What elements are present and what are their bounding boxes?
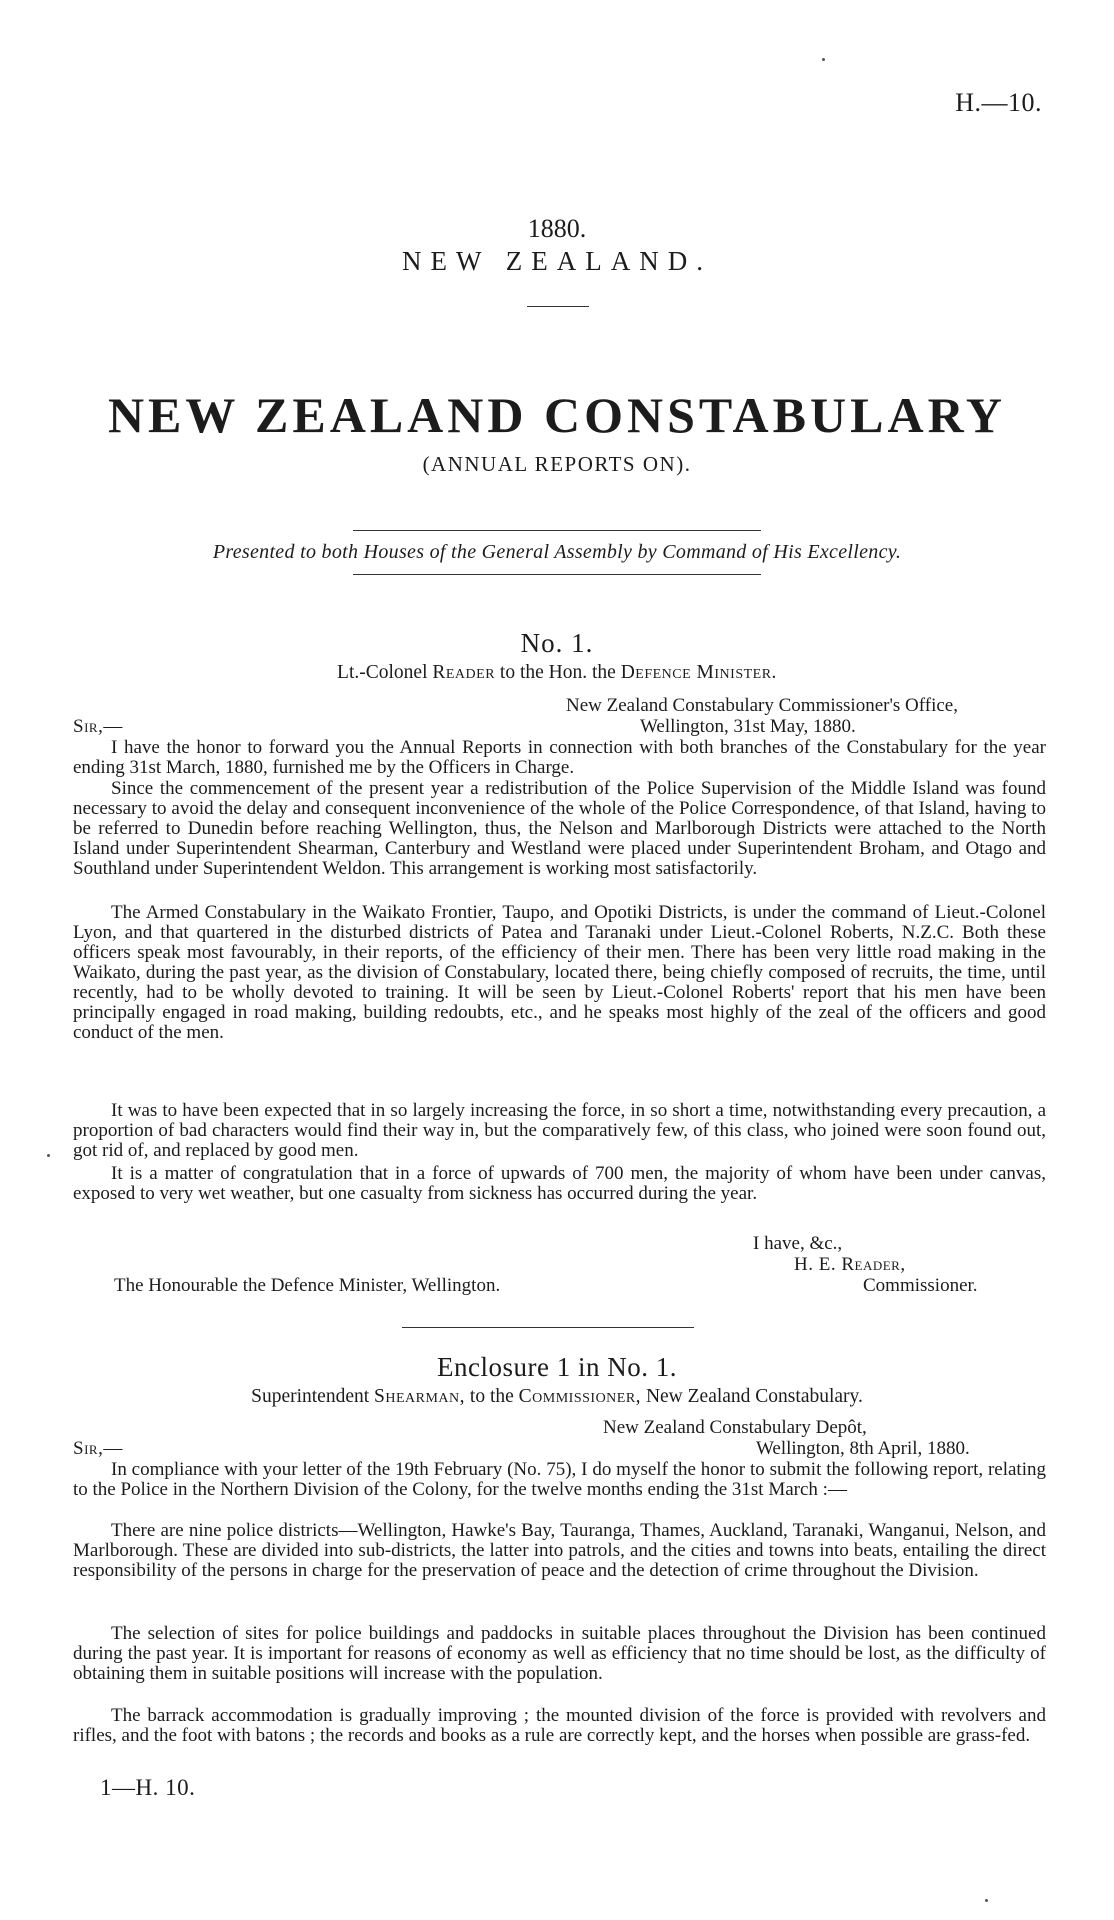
paragraph: There are nine police districts—Wellington, Hawke's Bay, Tauranga, Thames, Auckland, Taranaki, Wanganui, Nelson, and Marlborough. These are divided into sub-districts, the latter into patrols, and the cities and towns into beats, entailing the direct responsibility of the persons in charge for the preservation of peace and the detection of crime throughout the Division. xyxy=(73,1520,1046,1581)
address-line-1: New Zealand Constabulary Commissioner's Office, xyxy=(566,695,958,716)
document-number: No. 1. xyxy=(520,628,594,658)
divider-bottom-presented xyxy=(353,574,761,575)
paragraph: The Armed Constabulary in the Waikato Frontier, Taupo, and Opotiki Districts, is under the command of Lieut.-Colonel Lyon, and that quartered in the disturbed districts of Patea and Taranaki under Lieut.-Colonel Roberts, N.Z.C. Both these officers speak most favourably, in their reports, of the efficiency of their men. There has been very little road making in the Waikato, during the past year, as the division of Constabulary, located there, being chiefly composed of recruits, the time, until recently, had to be wholly devoted to training. It will be seen by Lieut.-Colonel Roberts' report that his men have been principally engaged in road making, building redoubts, etc., and he speaks most highly of the zeal of the officers and good conduct of the men. xyxy=(73,902,1046,1043)
enclosure-salutation: Sir,— xyxy=(73,1438,123,1459)
divider-section xyxy=(402,1327,694,1328)
signature-name: H. E. Reader, xyxy=(794,1254,906,1275)
address-line-2: Wellington, 31st May, 1880. xyxy=(640,716,856,737)
heading-middle: to the Hon. the xyxy=(499,662,616,683)
enclosure-heading-middle: to the xyxy=(469,1386,514,1407)
enclosure-recipient: Commissioner, xyxy=(518,1386,642,1407)
main-title: NEW ZEALAND CONSTABULARY xyxy=(107,387,1007,443)
report-year: 1880. xyxy=(527,214,587,243)
enclosure-sender: Shearman, xyxy=(374,1386,466,1407)
addressee-line: The Honourable the Defence Minister, Wellington. xyxy=(114,1275,501,1296)
speck-mark xyxy=(47,1154,50,1157)
paragraph: Since the commencement of the present year a redistribution of the Police Supervision of the Middle Island was found necessary to avoid the delay and consequent inconvenience of the whole of the Police Correspondence, of that Island, having to be referred to Dunedin before reaching Wellington, thus, the Nelson and Marlborough Districts were attached to the North Island under Superintendent Shearman, Canterbury and Westland were placed under Superintendent Broham, and Otago and Southland under Superintendent Weldon. This arrangement is working most satisfactorily. xyxy=(73,778,1046,879)
enclosure-heading-suffix: New Zealand Constabulary. xyxy=(645,1386,863,1407)
paragraph: The barrack accommodation is gradually improving ; the mounted division of the force is provided with revolvers and rifles, and the foot with batons ; the records and books as a rule are correctly kept, and the horses when possible are grass-fed. xyxy=(73,1705,1046,1746)
heading-prefix: Lt.-Colonel xyxy=(337,662,428,683)
subtitle: (ANNUAL REPORTS ON). xyxy=(422,452,692,476)
divider-top-presented xyxy=(353,530,761,531)
enclosure-heading xyxy=(0,1386,1114,1408)
paragraph: In compliance with your letter of the 19th February (No. 75), I do myself the honor to submit the following report, relating to the Police in the Northern Division of the Colony, for the twelve months ending the 31st March :— xyxy=(73,1459,1046,1500)
enclosure-heading-prefix: Superintendent xyxy=(251,1386,370,1407)
paragraph: It was to have been expected that in so largely increasing the force, in so short a time, notwithstanding every precaution, a proportion of bad characters would find their way in, but the comparatively few, of this class, who joined were soon found out, got rid of, and replaced by good men. xyxy=(73,1100,1046,1161)
divider-short xyxy=(527,306,589,307)
speck-mark xyxy=(822,58,825,61)
signature-title: Commissioner. xyxy=(863,1275,978,1296)
closing: I have, &c., xyxy=(753,1233,843,1254)
recipient-name: Defence Minister. xyxy=(620,662,777,683)
letter-heading xyxy=(0,662,1114,684)
presented-line: Presented to both Houses of the General Assembly by Command of His Excellency. xyxy=(212,541,902,563)
paragraph: It is a matter of congratulation that in a force of upwards of 700 men, the majority of whom have been under canvas, exposed to very wet weather, but one casualty from sickness has occurred during the year. xyxy=(73,1163,1046,1204)
enclosure-title: Enclosure 1 in No. 1. xyxy=(437,1352,677,1382)
enclosure-address-line-1: New Zealand Constabulary Depôt, xyxy=(603,1417,867,1438)
paper-reference: H.—10. xyxy=(955,88,1042,117)
paragraph: I have the honor to forward you the Annual Reports in connection with both branches of the Constabulary for the year ending 31st March, 1880, furnished me by the Officers in Charge. xyxy=(73,737,1046,778)
page-reference: 1—H. 10. xyxy=(100,1775,196,1800)
sender-name: Reader xyxy=(432,662,496,683)
salutation: Sir,— xyxy=(73,716,123,737)
paragraph: The selection of sites for police buildings and paddocks in suitable places throughout the Division has been continued during the past year. It is important for reasons of economy as well as efficiency that no time should be lost, as the difficulty of obtaining them in suitable positions will increase with the population. xyxy=(73,1623,1046,1684)
speck-mark xyxy=(985,1899,988,1902)
country-heading: NEW ZEALAND. xyxy=(402,246,712,276)
enclosure-address-line-2: Wellington, 8th April, 1880. xyxy=(756,1438,970,1459)
